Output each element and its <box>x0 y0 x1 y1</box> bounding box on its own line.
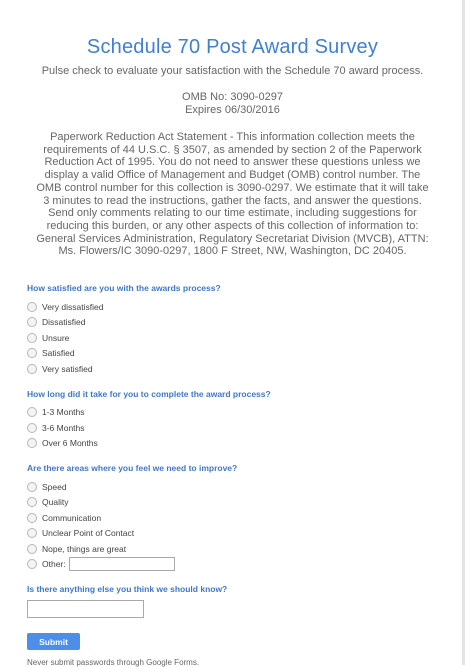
option-other[interactable] <box>27 557 447 573</box>
question-label: Are there areas where you feel we need to improve? <box>27 463 238 473</box>
footer-note: Never submit passwords through Google Forms. <box>27 658 200 667</box>
radio-button[interactable] <box>27 513 37 523</box>
option-label: Communication <box>42 512 102 523</box>
page-subtitle: Pulse check to evaluate your satisfaction with the Schedule 70 award process. <box>41 65 424 77</box>
option-satisfied[interactable] <box>27 346 447 362</box>
submit-button[interactable]: Submit <box>27 633 80 650</box>
radio-button[interactable] <box>27 348 37 358</box>
option-label: Unsure <box>42 332 70 343</box>
option-label: Speed <box>42 481 67 492</box>
paperwork-statement: Paperwork Reduction Act Statement - This information collection meets the requirements of 44 U.S.C. § 3507, as amended by section 2 of the Paperwork Reduction Act of 1995. You do not need to answer these questions unless we display a valid Office of Management and Budget (OMB) control number. The OMB control number for this collection is 3090-0297. We estimate that it will take 3 minutes to read the instructions, gather the facts, and answer the questions. Send only comments relating to our time estimate, including suggestions for reducing this burden, or any other aspects of this collection of information to: General Services Administration, Regulatory Secretariat Division (MVCB), ATTN: Ms. Flowers/IC 3090-0297, 1800 F Street, NW, Washington, DC 20405. <box>36 131 429 258</box>
option-label: Satisfied <box>42 348 75 359</box>
question-duration <box>27 389 447 452</box>
radio-button[interactable] <box>27 438 37 448</box>
option-label: Very dissatisfied <box>42 301 104 312</box>
omb-expires: Expires 06/30/2016 <box>185 104 280 116</box>
comments-input[interactable] <box>27 600 144 618</box>
omb-info <box>0 91 465 117</box>
option-label: Quality <box>42 497 69 508</box>
radio-button[interactable] <box>27 544 37 554</box>
page-title: Schedule 70 Post Award Survey <box>86 36 379 58</box>
radio-button[interactable] <box>27 364 37 374</box>
option-label: Very satisfied <box>42 363 93 374</box>
option-label: Dissatisfied <box>42 317 86 328</box>
option-label: Other: <box>42 559 66 570</box>
option-things-are-great[interactable] <box>27 541 447 557</box>
option-unclear-contact[interactable] <box>27 526 447 542</box>
option-label: 1-3 Months <box>42 407 85 418</box>
question-satisfaction <box>27 283 447 377</box>
question-additional-comments <box>27 584 447 618</box>
option-over-6-months[interactable] <box>27 436 447 452</box>
option-label: Nope, things are great <box>42 543 127 554</box>
option-label: Over 6 Months <box>42 438 98 449</box>
radio-button[interactable] <box>27 497 37 507</box>
radio-button[interactable] <box>27 482 37 492</box>
survey-form <box>27 283 447 650</box>
option-quality[interactable] <box>27 495 447 511</box>
option-very-dissatisfied[interactable] <box>27 299 447 315</box>
option-unsure[interactable] <box>27 330 447 346</box>
radio-button[interactable] <box>27 423 37 433</box>
option-3-6-months[interactable] <box>27 420 447 436</box>
other-text-input[interactable] <box>69 557 175 571</box>
radio-button[interactable] <box>27 317 37 327</box>
question-label: Is there anything else you think we should know? <box>27 584 228 594</box>
option-speed[interactable] <box>27 479 447 495</box>
question-label: How long did it take for you to complete the award process? <box>27 388 271 399</box>
radio-button[interactable] <box>27 528 37 538</box>
option-very-satisfied[interactable] <box>27 361 447 377</box>
question-improvement <box>27 463 447 572</box>
question-label: How satisfied are you with the awards process? <box>27 283 221 293</box>
omb-number: OMB No: 3090-0297 <box>182 91 283 103</box>
option-communication[interactable] <box>27 510 447 526</box>
option-label: Unclear Point of Contact <box>42 528 135 539</box>
radio-button[interactable] <box>27 407 37 417</box>
option-1-3-months[interactable] <box>27 405 447 421</box>
option-dissatisfied[interactable] <box>27 315 447 331</box>
radio-button[interactable] <box>27 333 37 343</box>
survey-header <box>0 0 465 258</box>
option-label: 3-6 Months <box>42 422 85 433</box>
radio-button[interactable] <box>27 302 37 312</box>
radio-button[interactable] <box>27 559 37 569</box>
